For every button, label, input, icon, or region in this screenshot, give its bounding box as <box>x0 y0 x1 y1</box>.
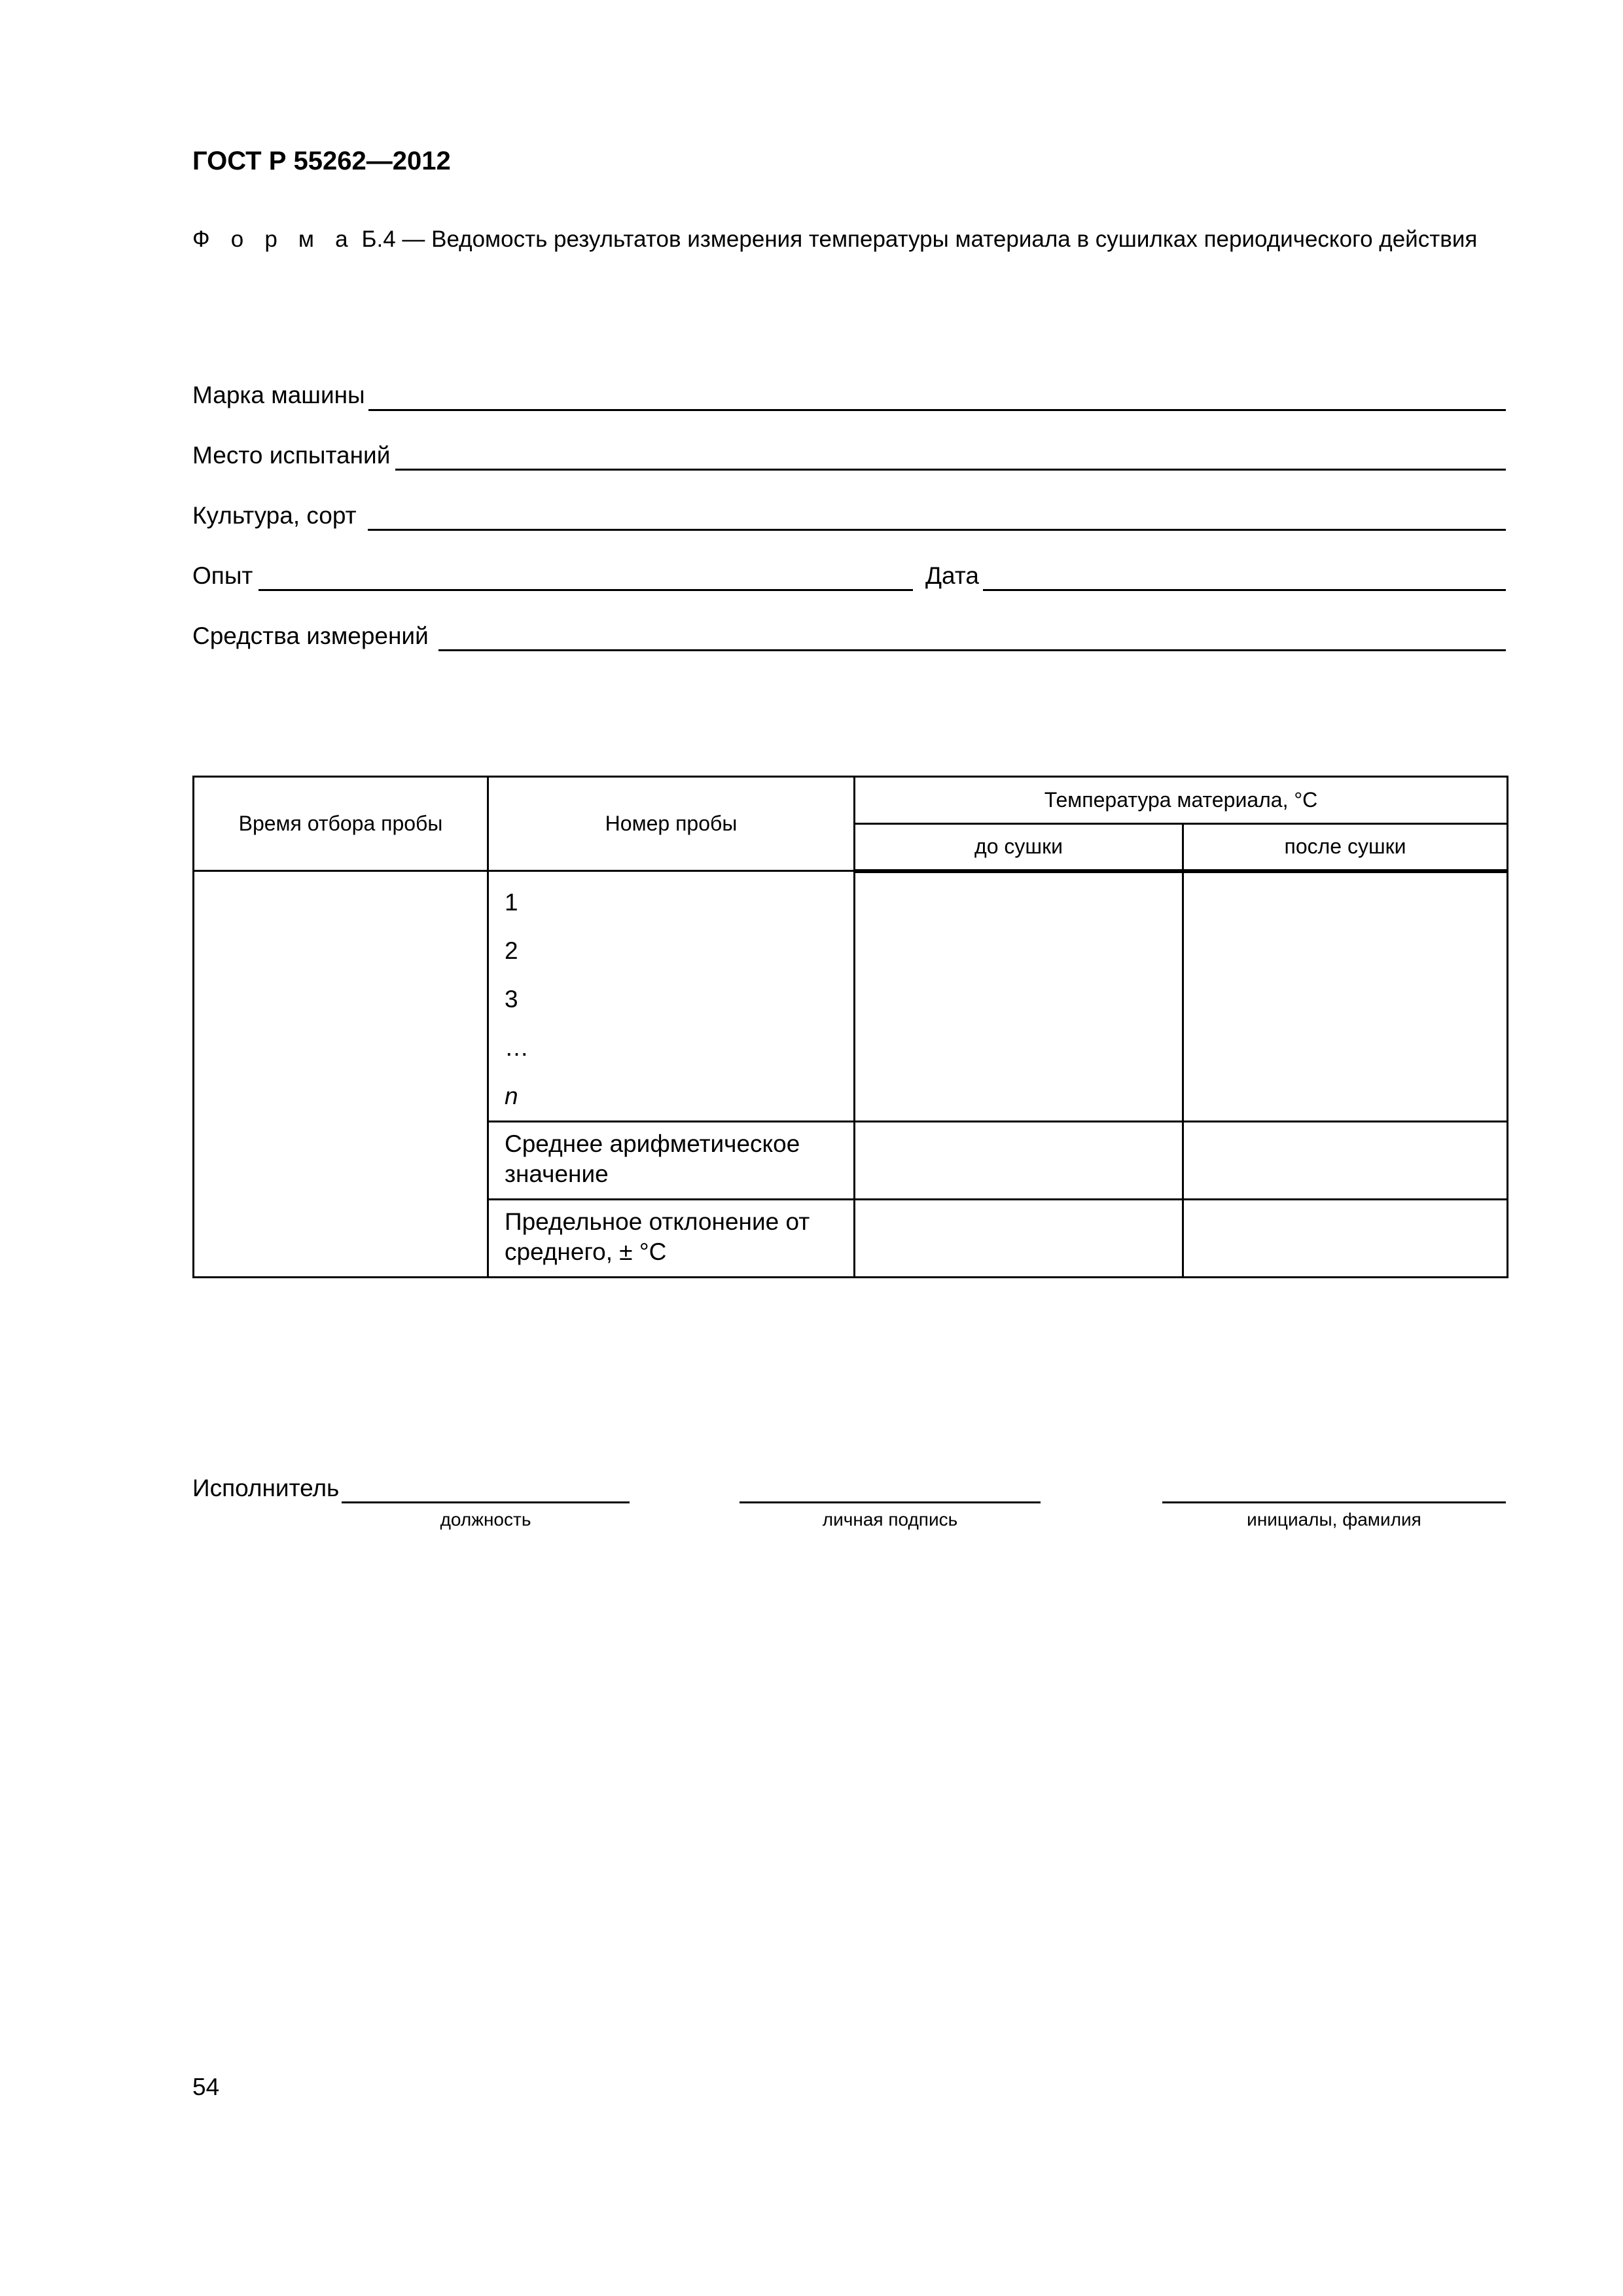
test-site-field[interactable] <box>395 469 1506 471</box>
sample-row: 1 <box>505 889 518 916</box>
crop-variety-field[interactable] <box>368 529 1506 531</box>
deviation-label: Предельное отклонение от среднего, ± °С <box>505 1208 810 1265</box>
instruments-label: Средства измерений <box>192 622 429 649</box>
form-caption-prefix: Ф о р м а <box>192 226 355 252</box>
temperature-table <box>192 776 1508 1278</box>
form-caption-text: Б.4 — Ведомость результатов измерения температуры материала в сушилках периодического действия <box>361 226 1478 252</box>
sample-row: … <box>505 1034 529 1061</box>
position-field[interactable] <box>342 1501 630 1503</box>
header-time: Время отбора пробы <box>194 777 488 871</box>
crop-variety-label: Культура, сорт <box>192 502 357 529</box>
page-number: 54 <box>192 2073 220 2100</box>
mean-label-cell <box>488 1122 855 1200</box>
deviation-after-cell[interactable] <box>1183 1200 1508 1278</box>
after-drying-values-cell[interactable] <box>1183 871 1508 1122</box>
sample-numbers-cell <box>488 871 855 1122</box>
sample-row: 2 <box>505 937 518 964</box>
header-sample-number: Номер пробы <box>488 777 855 871</box>
header-before-drying: до сушки <box>855 824 1183 871</box>
time-cell[interactable] <box>194 871 488 1278</box>
name-field[interactable] <box>1162 1501 1506 1503</box>
experiment-label: Опыт <box>192 562 253 589</box>
document-number: ГОСТ Р 55262—2012 <box>192 147 451 175</box>
header-temperature: Температура материала, °С <box>855 777 1508 824</box>
machine-brand-field[interactable] <box>368 409 1506 411</box>
mean-before-cell[interactable] <box>855 1122 1183 1200</box>
machine-brand-label: Марка машины <box>192 382 365 408</box>
sample-row: n <box>505 1083 518 1109</box>
header-after-drying: после сушки <box>1183 824 1508 871</box>
form-caption <box>192 226 1477 253</box>
name-caption: инициалы, фамилия <box>1247 1509 1421 1530</box>
mean-after-cell[interactable] <box>1183 1122 1508 1200</box>
experiment-field[interactable] <box>259 589 913 591</box>
signature-field[interactable] <box>740 1501 1041 1503</box>
date-field[interactable] <box>983 589 1506 591</box>
mean-label: Среднее арифметическое значение <box>505 1130 800 1187</box>
position-caption: должность <box>440 1509 531 1530</box>
executor-label: Исполнитель <box>192 1475 340 1501</box>
test-site-label: Место испытаний <box>192 442 391 469</box>
before-drying-values-cell[interactable] <box>855 871 1183 1122</box>
sample-row: 3 <box>505 986 518 1013</box>
deviation-label-cell <box>488 1200 855 1278</box>
instruments-field[interactable] <box>438 649 1506 651</box>
deviation-before-cell[interactable] <box>855 1200 1183 1278</box>
date-label: Дата <box>925 562 979 589</box>
signature-caption: личная подпись <box>822 1509 958 1530</box>
